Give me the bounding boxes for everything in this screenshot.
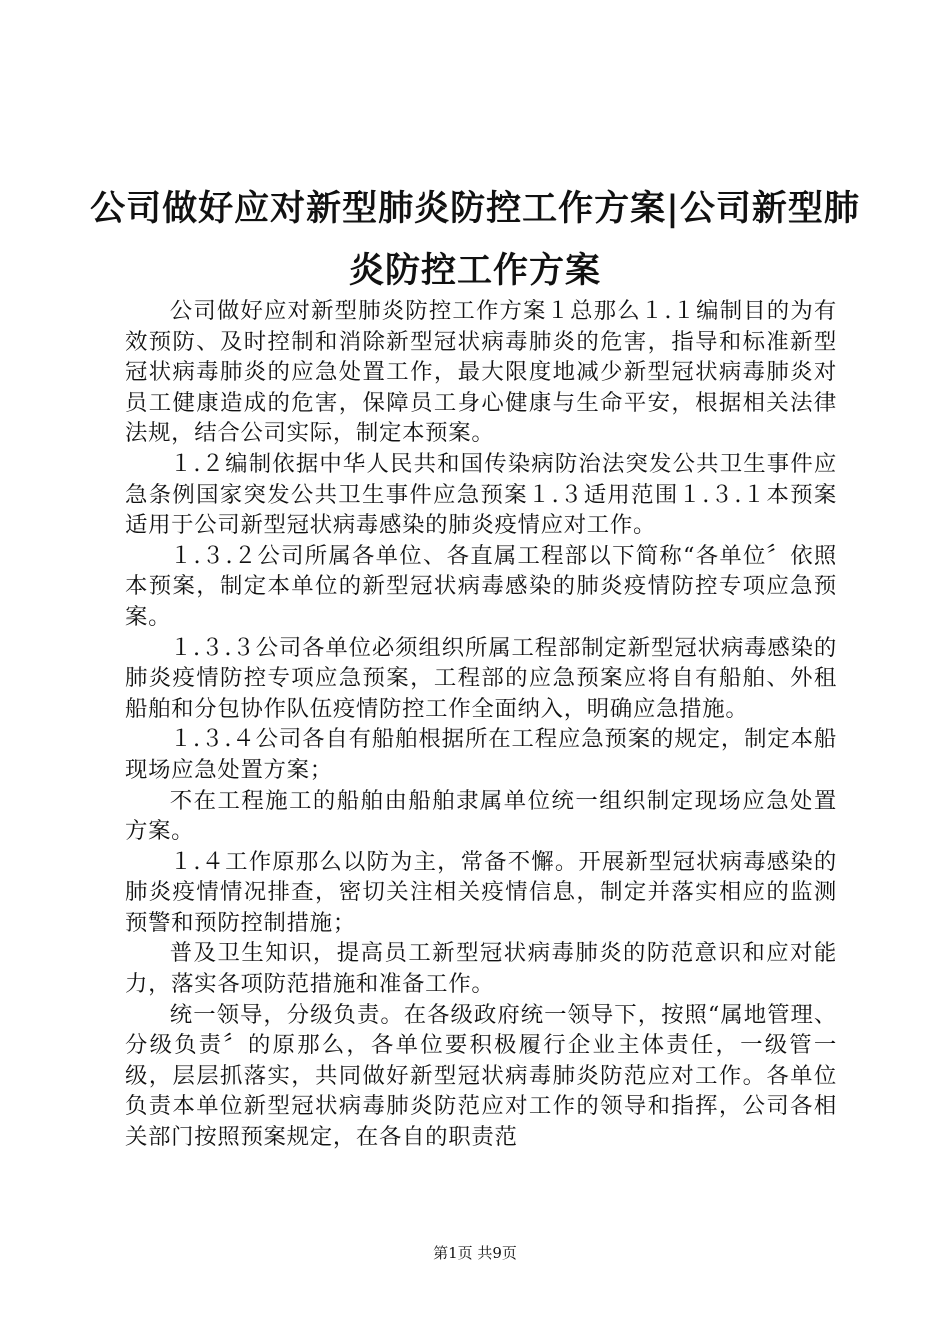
paragraph: １.３.２公司所属各单位、各直属工程部以下简称“各单位〞依照本预案，制定本单位的新型冠状病毒感染的肺炎疫情防控专项应急预案。 bbox=[125, 542, 837, 630]
paragraph: 统一领导，分级负责。在各级政府统一领导下，按照“属地管理、分级负责〞的原那么，各单位要积极履行企业主体责任，一级管一级，层层抓落实，共同做好新型冠状病毒肺炎防范应对工作。各单位负责本单位新型冠状病毒肺炎防范应对工作的领导和指挥，公司各相关部门按照预案规定，在各自的职责范 bbox=[125, 1001, 837, 1151]
paragraph: １.３.３公司各单位必须组织所属工程部制定新型冠状病毒感染的肺炎疫情防控专项应急预案，工程部的应急预案应将自有船舶、外租船舶和分包协作队伍疫情防控工作全面纳入，明确应急措施。 bbox=[125, 634, 837, 722]
paragraph: １.２编制依据中华人民共和国传染病防治法突发公共卫生事件应急条例国家突发公共卫生事件应急预案１.３适用范围１.３.１本预案适用于公司新型冠状病毒感染的肺炎疫情应对工作。 bbox=[125, 450, 837, 539]
document-title: 公司做好应对新型肺炎防控工作方案|公司新型肺炎防控工作方案 bbox=[90, 188, 860, 291]
paragraph: 普及卫生知识，提高员工新型冠状病毒肺炎的防范意识和应对能力，落实各项防范措施和准备工作。 bbox=[125, 940, 837, 998]
document-body bbox=[125, 296, 837, 1153]
paragraph: １.４工作原那么以防为主，常备不懈。开展新型冠状病毒感染的肺炎疫情情况排查，密切关注相关疫情信息，制定并落实相应的监测预警和预防控制措施； bbox=[125, 848, 837, 936]
paragraph: 公司做好应对新型肺炎防控工作方案１总那么１.１编制目的为有效预防、及时控制和消除新型冠状病毒肺炎的危害，指导和标准新型冠状病毒肺炎的应急处置工作，最大限度地减少新型冠状病毒肺炎对员工健康造成的危害，保障员工身心健康与生命平安，根据相关法律法规，结合公司实际，制定本预案。 bbox=[125, 298, 837, 447]
paragraph: 不在工程施工的船舶由船舶隶属单位统一组织制定现场应急处置方案。 bbox=[125, 787, 837, 845]
page-number-footer: 第1页 共9页 bbox=[433, 1244, 517, 1262]
paragraph: １.３.４公司各自有船舶根据所在工程应急预案的规定，制定本船现场应急处置方案； bbox=[125, 726, 837, 783]
